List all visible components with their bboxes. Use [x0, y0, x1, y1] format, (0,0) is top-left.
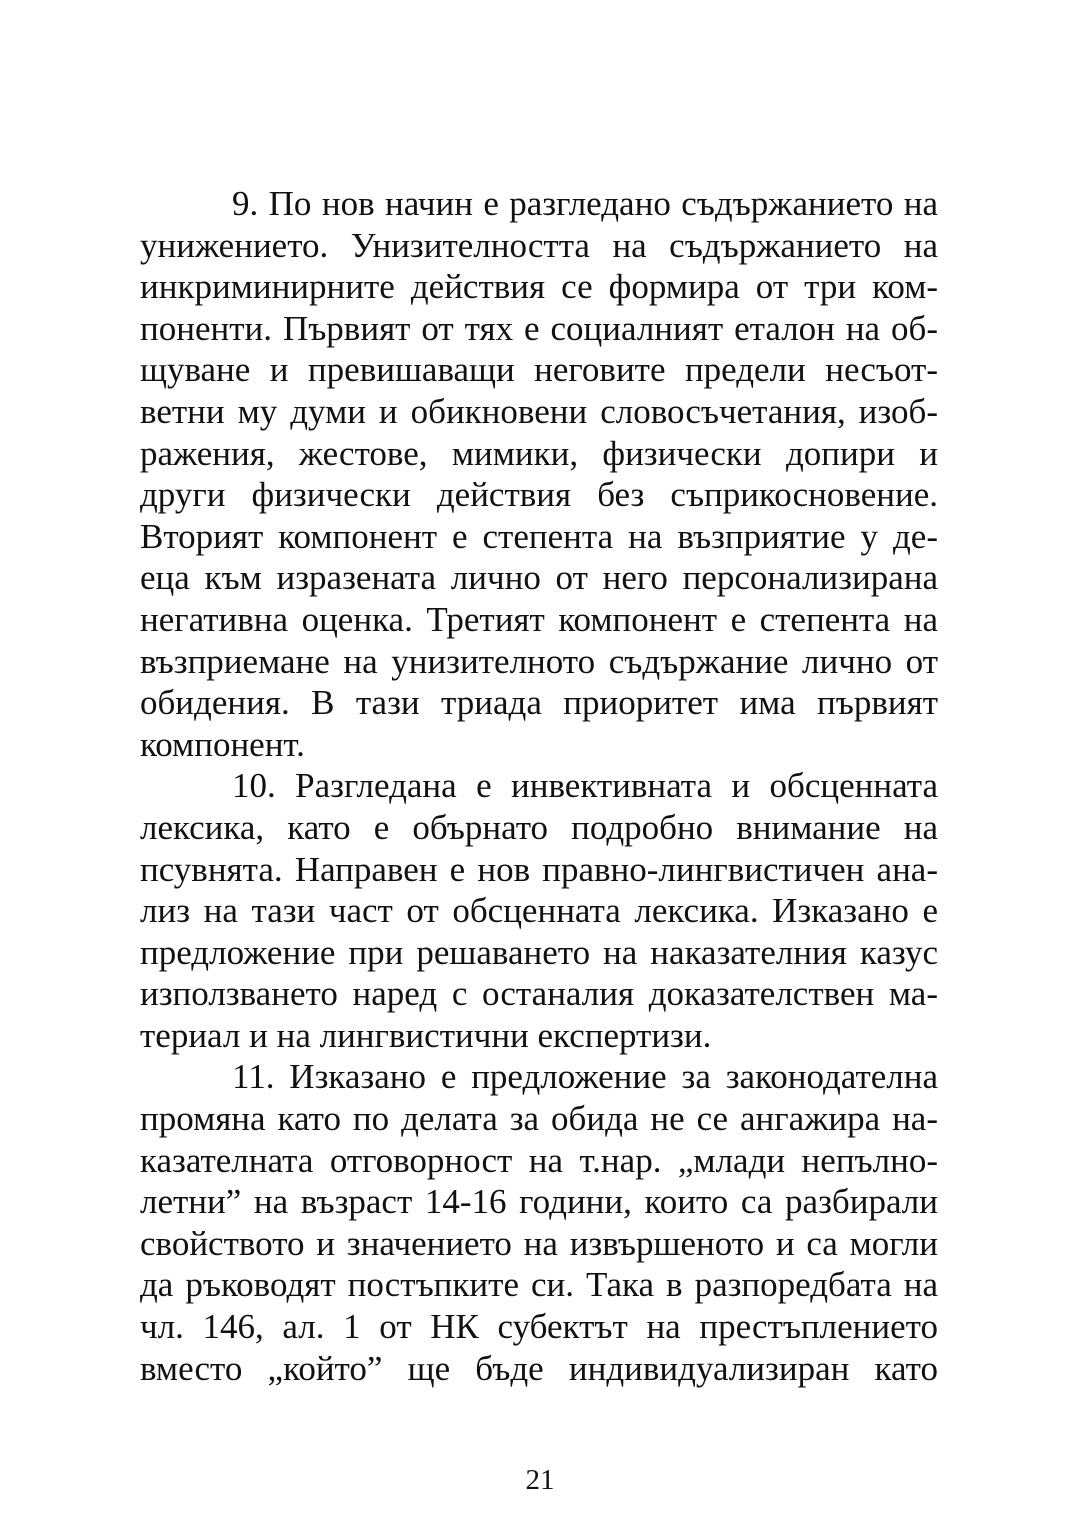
- paragraph-9: [140, 183, 938, 765]
- paragraph-11: [140, 1056, 938, 1389]
- text-line: териал и на лингвистични експертизи.: [140, 1015, 712, 1055]
- text-line: ражения, жестове, мимики, физически допири и: [140, 433, 938, 473]
- text-line: вместо „който” ще бъде индивидуализиран като: [140, 1348, 938, 1388]
- paragraph-10: [140, 765, 938, 1056]
- text-line: 11. Изказано е предложение за законодателна: [232, 1057, 938, 1097]
- text-line: еца към изразената лично от него персонализирана: [140, 558, 938, 598]
- text-line: инкриминирните действия се формира от три ком-: [140, 267, 938, 307]
- text-line: използването наред с останалия доказателствен ма-: [140, 974, 938, 1014]
- text-line: щуване и превишаващи неговите предели несъот-: [140, 350, 938, 390]
- page-body: [140, 183, 938, 1389]
- text-line: унижението. Унизителността на съдържанието на: [140, 225, 938, 265]
- text-line: други физически действия без съприкосновение.: [140, 475, 938, 515]
- text-line: 9. По нов начин е разгледано съдържанието на: [232, 184, 938, 223]
- text-line: промяна като по делата за обида не се ангажира на-: [140, 1099, 938, 1139]
- text-line: свойството и значението на извършеното и са могли: [140, 1223, 938, 1263]
- text-line: псувнята. Направен е нов правно-лингвистичен ана-: [140, 849, 938, 889]
- text-line: казателната отговорност на т.нар. „млади непълно-: [140, 1140, 938, 1180]
- text-line: Вторият компонент е степента на възприятие у де-: [140, 516, 938, 556]
- text-line: предложение при решаването на наказателния казус: [140, 932, 938, 972]
- text-line: ветни му думи и обикновени словосъчетания, изоб-: [140, 391, 938, 431]
- text-line: 10. Разгледана е инвективната и обсценната: [232, 766, 938, 806]
- text-line: обидения. В тази триада приоритет има първият: [140, 683, 938, 723]
- text-line: летни” на възраст 14-16 години, които са разбирали: [140, 1182, 938, 1222]
- text-line: чл. 146, ал. 1 от НК субектът на престъплението: [140, 1307, 938, 1347]
- text-line: лексика, като е обърнато подробно внимание на: [140, 807, 938, 847]
- text-line: да ръководят постъпките си. Така в разпоредбата на: [140, 1265, 938, 1305]
- text-line: лиз на тази част от обсценната лексика. Изказано е: [140, 891, 938, 931]
- text-line: възприемане на унизителното съдържание лично от: [140, 641, 938, 681]
- page-number: 21: [525, 1464, 555, 1496]
- text-line: компонент.: [140, 724, 305, 764]
- text-line: негативна оценка. Третият компонент е степента на: [140, 599, 938, 639]
- text-line: поненти. Първият от тях е социалният еталон на об-: [140, 308, 938, 348]
